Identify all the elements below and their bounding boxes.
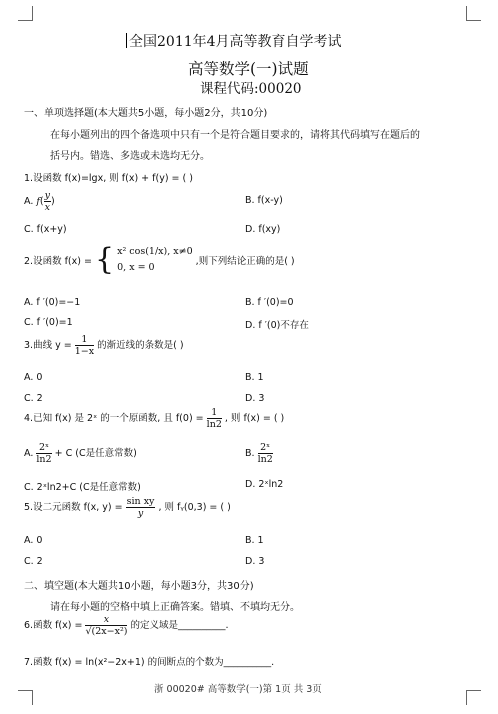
q1-option-d: D. f(xy) (245, 224, 281, 235)
q1-option-b: B. f(x-y) (245, 195, 283, 206)
q5-option-c: C. 2 (24, 556, 43, 567)
q2-option-b: B. f ′(0)=0 (245, 297, 294, 308)
q5-option-d: D. 3 (245, 556, 265, 567)
q5-stem: 5.设二元函数 f(x, y) = $\frac{\text{sin xy}}{y}$ , 则 fᵧ(0,3) = ( ) (24, 496, 231, 519)
q3-option-c: C. 2 (24, 393, 43, 404)
q3-option-a: A. 0 (24, 372, 43, 383)
crop-mark-bottom-left (18, 690, 33, 705)
q3-option-b: B. 1 (245, 372, 264, 383)
q6-stem: 6.函数 f(x) = $\frac{x}{\text{√(2x−x²)}}$ 的定义域是__________. (24, 614, 229, 637)
q2-option-c: C. f ′(0)=1 (24, 317, 73, 328)
course-code: 课程代码:00020 (200, 81, 302, 97)
q1-stem: 1.设函数 f(x)=lgx, 则 f(x) + f(y) = ( ) (24, 173, 193, 184)
q4-option-a: A. $\frac{\text{2ˣ}}{\ln 2}$ + C (C是任意常数) (24, 442, 137, 465)
q7-stem: 7.函数 f(x) = ln(x²−2x+1) 的间断点的个数为__________. (24, 657, 275, 668)
section1-heading: 一、单项选择题(本大题共5小题，每小题2分，共10分) (24, 108, 268, 119)
q2-option-d: D. f ′(0)不存在 (245, 320, 309, 331)
q1-option-c: C. f(x+y) (24, 224, 67, 235)
q2-stem: 2.设函数 f(x) = { x² cos(1/x), x≠0 0, x = 0 ,则下列结论正确的是( ) (24, 242, 295, 277)
q1-option-a: A. f( $\frac{y}{x}$ ) (24, 190, 55, 213)
section2-instruction: 请在每小题的空格中填上正确答案。错填、不填均无分。 (50, 602, 300, 613)
section1-instruction-2: 括号内。错选、多选或未选均无分。 (50, 151, 210, 162)
section1-instruction-1: 在每小题列出的四个备选项中只有一个是符合题目要求的，请将其代码填写在题后的 (50, 130, 420, 141)
subject-title: 高等数学(一)试题 (188, 60, 309, 78)
q3-stem: 3.曲线 y = $\frac{1}{1-x}$ 的渐近线的条数是( ) (24, 334, 184, 357)
q4-stem: 4.已知 f(x) 是 2ˣ 的一个原函数, 且 f(0) = $\frac{1}{\ln 2}$ , 则 f(x) = ( ) (24, 407, 285, 430)
crop-mark-top-right (466, 6, 481, 21)
exam-title: 全国2011年4月高等教育自学考试 (126, 31, 342, 51)
section2-heading: 二、填空题(本大题共10小题，每小题3分，共30分) (24, 581, 254, 592)
q5-option-b: B. 1 (245, 535, 264, 546)
crop-mark-bottom-right (466, 690, 481, 705)
text-cursor (126, 33, 127, 48)
q4-option-d: D. 2ˣln2 (245, 479, 284, 490)
crop-mark-top-left (18, 6, 33, 21)
q4-option-c: C. 2ˣln2+C (C是任意常数) (24, 482, 141, 493)
q5-option-a: A. 0 (24, 535, 43, 546)
page-footer: 浙 00020# 高等数学(一)第 1页 共 3页 (154, 684, 322, 695)
q4-option-b: B. $\frac{\text{2ˣ}}{\ln 2}$ (245, 442, 273, 465)
q2-option-a: A. f ′(0)=−1 (24, 297, 81, 308)
q3-option-d: D. 3 (245, 393, 265, 404)
